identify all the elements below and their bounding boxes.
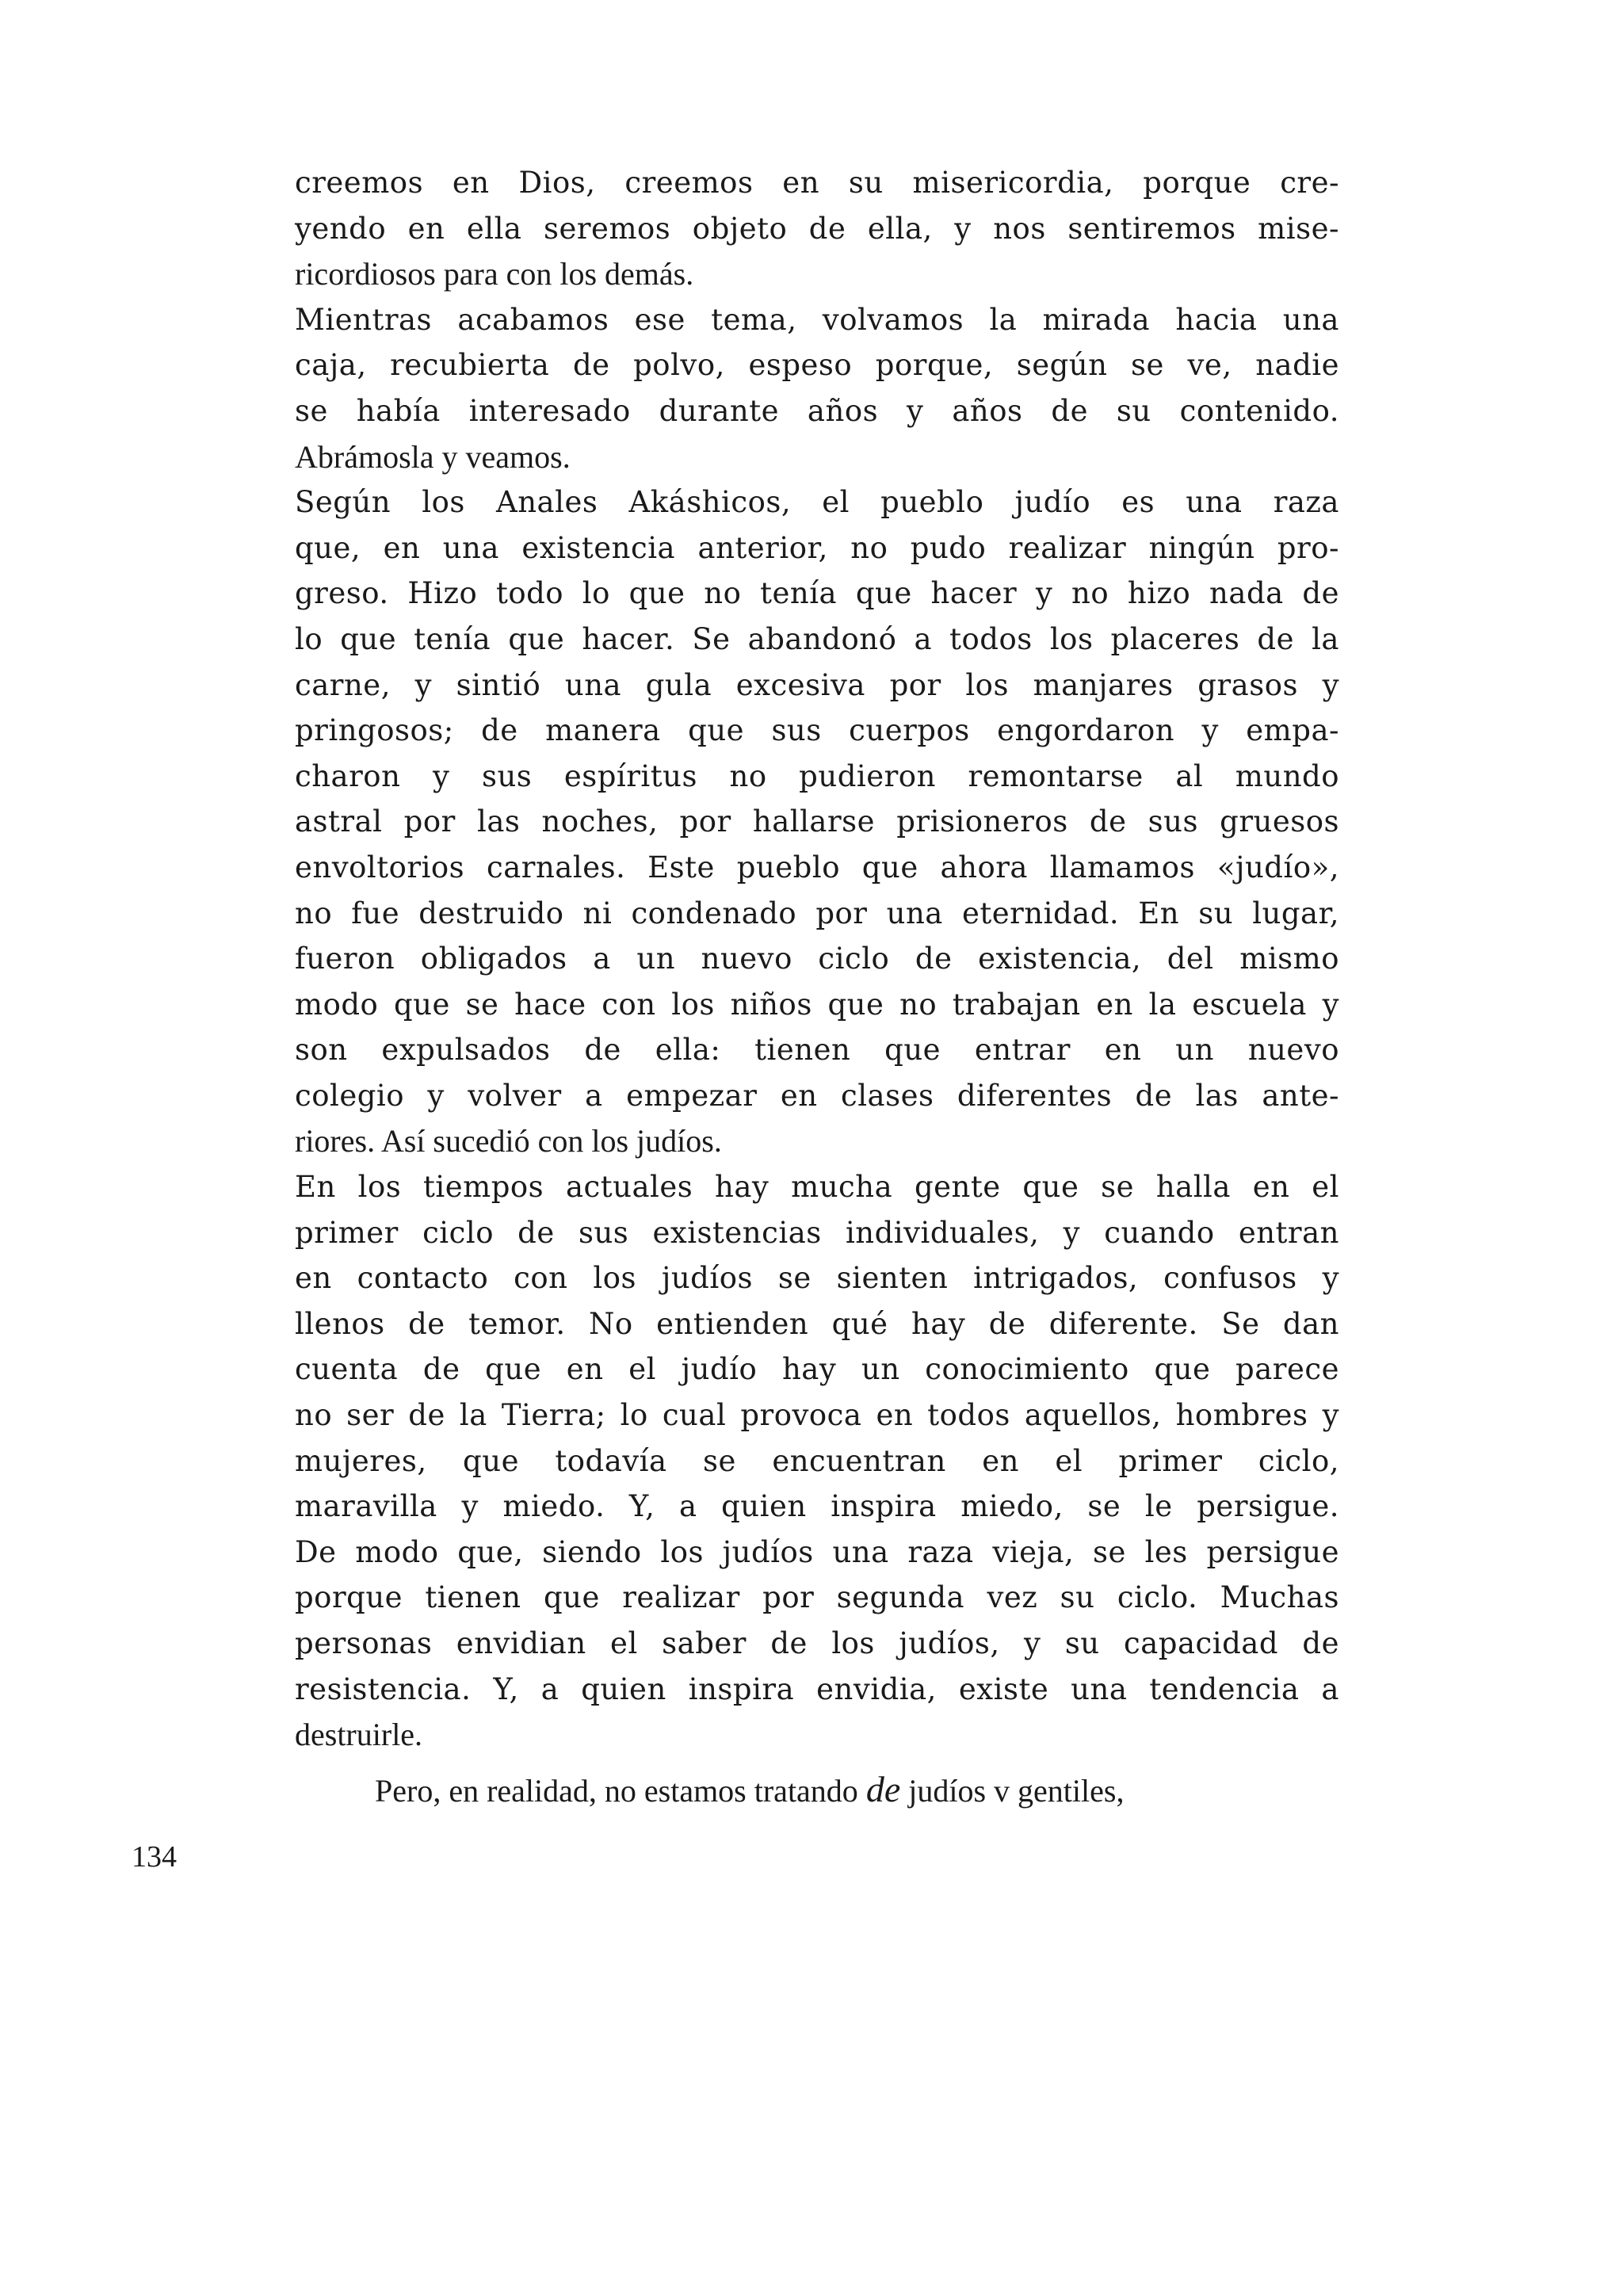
text-line: caja, recubierta de polvo, espeso porque, según se ve, nadie (295, 348, 1339, 383)
closing-line (375, 1766, 1124, 1813)
text-line: se había interesado durante años y años de su contenido. (295, 393, 1339, 428)
text-line: cuenta de que en el judío hay un conocimiento que parece (295, 1352, 1339, 1387)
text-line: carne, y sintió una gula excesiva por los manjares grasos y (295, 667, 1339, 702)
text-line: yendo en ella seremos objeto de ella, y nos sentiremos mise- (295, 211, 1339, 246)
text-line: envoltorios carnales. Este pueblo que ahora llamamos «judío», (295, 850, 1339, 884)
text-line: modo que se hace con los niños que no trabajan en la escuela y (295, 987, 1339, 1022)
text-line: primer ciclo de sus existencias individuales, y cuando entran (295, 1215, 1339, 1250)
text-line: porque tienen que realizar por segunda vez su ciclo. Muchas (295, 1580, 1339, 1615)
text-line: De modo que, siendo los judíos una raza vieja, se les persigue (295, 1534, 1339, 1569)
text-line: no fue destruido ni condenado por una eternidad. En su lugar, (295, 896, 1339, 930)
text-line: destruirle. (295, 1717, 423, 1753)
text-line: en contacto con los judíos se sienten intrigados, confusos y (295, 1261, 1339, 1296)
text-line: astral por las noches, por hallarse prisioneros de sus gruesos (295, 804, 1339, 839)
text-line: Mientras acabamos ese tema, volvamos la mirada hacia una (295, 302, 1339, 337)
text-line: maravilla y miedo. Y, a quien inspira miedo, se le persigue. (295, 1489, 1339, 1524)
text-line: que, en una existencia anterior, no pudo realizar ningún pro- (295, 530, 1339, 565)
text-line: llenos de temor. No entienden qué hay de diferente. Se dan (295, 1306, 1339, 1341)
text-line: Según los Anales Akáshicos, el pueblo judío es una raza (295, 485, 1339, 520)
closing-line-italic-word: de (865, 1769, 901, 1809)
text-line: fueron obligados a un nuevo ciclo de existencia, del mismo (295, 942, 1339, 976)
closing-line-start: Pero, en realidad, no estamos tratando (375, 1773, 866, 1809)
text-line: colegio y volver a empezar en clases diferentes de las ante- (295, 1078, 1339, 1113)
text-line: no ser de la Tierra; lo cual provoca en todos aquellos, hombres y (295, 1398, 1339, 1433)
closing-line-end: judíos v gentiles, (900, 1773, 1125, 1809)
body-text (295, 160, 1339, 1758)
text-line: lo que tenía que hacer. Se abandonó a todos los placeres de la (295, 621, 1339, 656)
text-line: creemos en Dios, creemos en su misericordia, porque cre- (295, 166, 1339, 200)
text-line: ricordiosos para con los demás. (295, 256, 694, 292)
page-number: 134 (132, 1840, 177, 1874)
text-line: mujeres, que todavía se encuentran en el primer ciclo, (295, 1443, 1339, 1478)
text-line: charon y sus espíritus no pudieron remontarse al mundo (295, 758, 1339, 793)
text-line: greso. Hizo todo lo que no tenía que hacer y no hizo nada de (295, 576, 1339, 611)
text-line: personas envidian el saber de los judíos, y su capacidad de (295, 1626, 1339, 1660)
text-line: Abrámosla y veamos. (295, 438, 571, 475)
text-line: son expulsados de ella: tienen que entrar en un nuevo (295, 1033, 1339, 1068)
text-line: En los tiempos actuales hay mucha gente que se halla en el (295, 1170, 1339, 1205)
text-line: riores. Así sucedió con los judíos. (295, 1123, 722, 1159)
text-line: pringosos; de manera que sus cuerpos engordaron y empa- (295, 713, 1339, 748)
text-line: resistencia. Y, a quien inspira envidia, existe una tendencia a (295, 1671, 1339, 1706)
